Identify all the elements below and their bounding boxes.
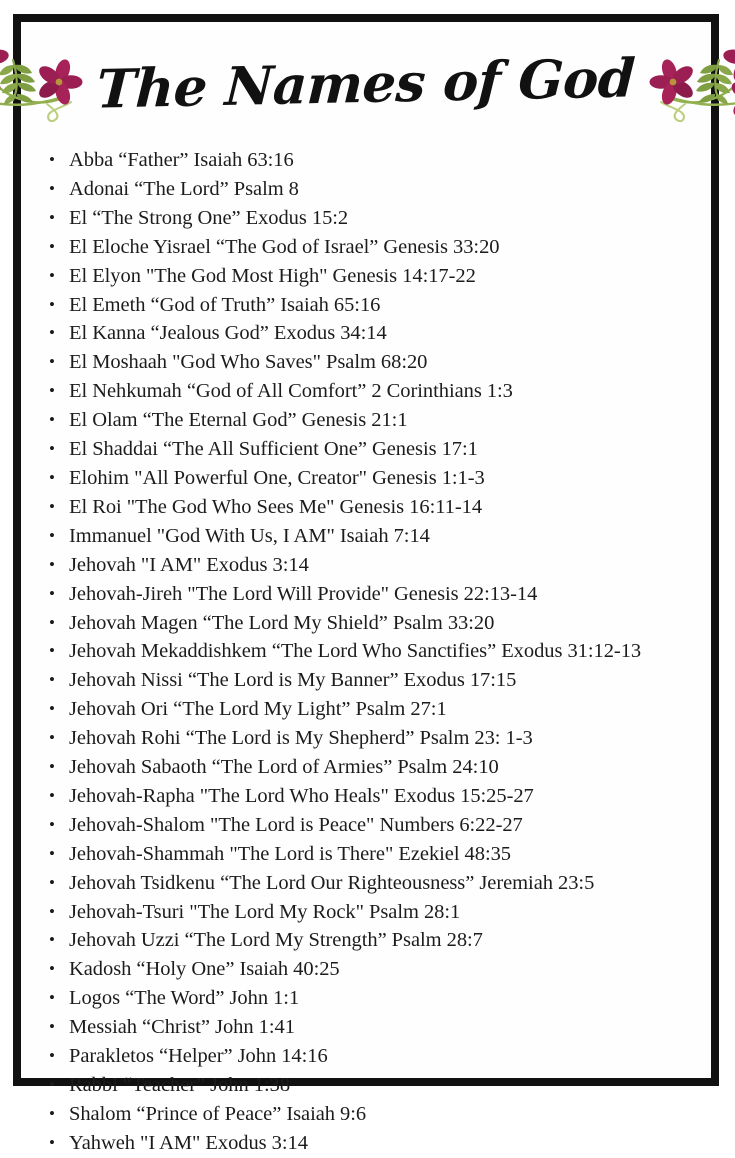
list-item bbox=[47, 666, 701, 695]
list-item bbox=[47, 348, 701, 377]
name-entry-text: Jehovah-Shalom "The Lord is Peace" Numbers 6:22-27 bbox=[69, 813, 523, 836]
bullet-icon: • bbox=[49, 178, 55, 198]
name-entry-text: Jehovah "I AM" Exodus 3:14 bbox=[69, 553, 309, 576]
bullet-icon: • bbox=[49, 641, 55, 661]
bullet-icon: • bbox=[49, 699, 55, 719]
name-entry-text: Jehovah Sabaoth “The Lord of Armies” Psalm 24:10 bbox=[69, 756, 499, 779]
bullet-icon: • bbox=[49, 1103, 55, 1123]
page-title: The Names of God bbox=[95, 46, 637, 121]
list-item bbox=[47, 1013, 701, 1042]
bullet-icon: • bbox=[49, 410, 55, 430]
bullet-icon: • bbox=[49, 901, 55, 921]
list-item bbox=[47, 1042, 701, 1071]
name-entry-text: Jehovah Ori “The Lord My Light” Psalm 27:1 bbox=[69, 698, 447, 721]
list-item bbox=[47, 637, 701, 666]
list-item bbox=[47, 955, 701, 984]
flower-right bbox=[649, 58, 696, 107]
list-item bbox=[47, 724, 701, 753]
list-item bbox=[47, 493, 701, 522]
name-entry-text: El Eloche Yisrael “The God of Israel” Genesis 33:20 bbox=[69, 235, 500, 258]
list-item bbox=[47, 1100, 701, 1129]
name-entry-text: Kadosh “Holy One” Isaiah 40:25 bbox=[69, 958, 340, 981]
bullet-icon: • bbox=[49, 612, 55, 632]
list-item bbox=[47, 811, 701, 840]
list-item bbox=[47, 319, 701, 348]
bullet-icon: • bbox=[49, 352, 55, 372]
poster-frame bbox=[13, 14, 719, 1154]
name-entry-text: Yahweh "I AM" Exodus 3:14 bbox=[69, 1131, 308, 1154]
poster-frame-inner bbox=[21, 22, 711, 1154]
bullet-icon: • bbox=[49, 294, 55, 314]
name-entry-text: El Emeth “God of Truth” Isaiah 65:16 bbox=[69, 293, 381, 316]
name-entry-text: Jehovah-Jireh "The Lord Will Provide" Genesis 22:13-14 bbox=[69, 582, 538, 605]
list-item bbox=[47, 926, 701, 955]
name-entry-text: Immanuel "God With Us, I AM" Isaiah 7:14 bbox=[69, 524, 430, 547]
name-entry-text: El Roi "The God Who Sees Me" Genesis 16:11-14 bbox=[69, 495, 483, 518]
name-entry-text: Abba “Father” Isaiah 63:16 bbox=[69, 149, 294, 171]
list-item bbox=[47, 580, 701, 609]
names-of-god-list bbox=[21, 146, 711, 1158]
name-entry-text: El Moshaah "God Who Saves" Psalm 68:20 bbox=[69, 351, 428, 374]
flower-right bbox=[36, 58, 83, 107]
flower-sprig-right-icon bbox=[641, 34, 735, 134]
list-item bbox=[47, 753, 701, 782]
list-item bbox=[47, 984, 701, 1013]
name-entry-text: Adonai “The Lord” Psalm 8 bbox=[69, 177, 299, 200]
name-entry-text: Shalom “Prince of Peace” Isaiah 9:6 bbox=[69, 1102, 367, 1125]
bullet-icon: • bbox=[49, 207, 55, 227]
bullet-icon: • bbox=[49, 265, 55, 285]
list-item bbox=[47, 1129, 701, 1158]
list-item bbox=[47, 233, 701, 262]
bullet-icon: • bbox=[49, 670, 55, 690]
name-entry-text: Jehovah Nissi “The Lord is My Banner” Exodus 17:15 bbox=[69, 669, 517, 692]
bullet-icon: • bbox=[49, 381, 55, 401]
list-item bbox=[47, 869, 701, 898]
list-item bbox=[47, 782, 701, 811]
bullet-icon: • bbox=[49, 959, 55, 979]
name-entry-text: Elohim "All Powerful One, Creator" Genesis 1:1-3 bbox=[69, 466, 485, 489]
bullet-icon: • bbox=[49, 467, 55, 487]
bullet-icon: • bbox=[49, 930, 55, 950]
list-item bbox=[47, 464, 701, 493]
list-item bbox=[47, 406, 701, 435]
bullet-icon: • bbox=[49, 583, 55, 603]
bullet-icon: • bbox=[49, 1075, 55, 1094]
bullet-icon: • bbox=[49, 236, 55, 256]
name-entry-text: Jehovah-Tsuri "The Lord My Rock" Psalm 28:1 bbox=[69, 900, 461, 923]
name-entry-text: El Shaddai “The All Sufficient One” Genesis 17:1 bbox=[69, 438, 478, 461]
bullet-icon: • bbox=[49, 843, 55, 863]
name-entry-text: Logos “The Word” John 1:1 bbox=[69, 987, 300, 1010]
bullet-icon: • bbox=[49, 757, 55, 777]
list-item bbox=[47, 522, 701, 551]
bullet-icon: • bbox=[49, 496, 55, 516]
list-item bbox=[47, 291, 701, 320]
bullet-icon: • bbox=[49, 872, 55, 892]
bullet-icon: • bbox=[49, 1046, 55, 1066]
poster-header bbox=[21, 28, 711, 140]
bullet-icon: • bbox=[49, 785, 55, 805]
list-item bbox=[47, 551, 701, 580]
name-entry-text: Jehovah Rohi “The Lord is My Shepherd” Psalm 23: 1-3 bbox=[69, 727, 533, 750]
name-entry-text: Jehovah-Rapha "The Lord Who Heals" Exodus 15:25-27 bbox=[69, 784, 534, 807]
name-entry-text: Parakletos “Helper” John 14:16 bbox=[69, 1045, 328, 1068]
name-entry-text: El Nehkumah “God of All Comfort” 2 Corinthians 1:3 bbox=[69, 380, 513, 403]
list-item bbox=[47, 840, 701, 869]
name-entry-text: Rabbi “Teacher” John 1:38 bbox=[69, 1074, 291, 1096]
list-item bbox=[47, 1071, 701, 1100]
name-entry-text: Jehovah Tsidkenu “The Lord Our Righteousness” Jeremiah 23:5 bbox=[69, 871, 595, 894]
list-item bbox=[47, 262, 701, 291]
name-entry-text: El Kanna “Jealous God” Exodus 34:14 bbox=[69, 322, 387, 345]
name-entry-text: Jehovah Mekaddishkem “The Lord Who Sanctifies” Exodus 31:12-13 bbox=[69, 640, 642, 663]
bullet-icon: • bbox=[49, 1132, 55, 1152]
bullet-icon: • bbox=[49, 814, 55, 834]
name-entry-text: Jehovah Magen “The Lord My Shield” Psalm 33:20 bbox=[69, 611, 495, 634]
list-item bbox=[47, 435, 701, 464]
list-item bbox=[47, 695, 701, 724]
flower-sprig-left-icon bbox=[0, 34, 91, 134]
name-entry-text: El “The Strong One” Exodus 15:2 bbox=[69, 206, 349, 229]
list-item bbox=[47, 204, 701, 233]
name-entry-text: El Elyon "The God Most High" Genesis 14:17-22 bbox=[69, 264, 476, 287]
bullet-icon: • bbox=[49, 439, 55, 459]
list-item bbox=[47, 609, 701, 638]
list-item bbox=[47, 377, 701, 406]
bullet-icon: • bbox=[49, 323, 55, 343]
bullet-icon: • bbox=[49, 150, 55, 169]
list-item bbox=[47, 898, 701, 927]
bullet-icon: • bbox=[49, 728, 55, 748]
bullet-icon: • bbox=[49, 554, 55, 574]
name-entry-text: Jehovah Uzzi “The Lord My Strength” Psalm 28:7 bbox=[69, 929, 483, 952]
list-item bbox=[47, 146, 701, 175]
bullet-icon: • bbox=[49, 525, 55, 545]
bullet-icon: • bbox=[49, 988, 55, 1008]
name-entry-text: Messiah “Christ” John 1:41 bbox=[69, 1016, 295, 1039]
name-entry-text: El Olam “The Eternal God” Genesis 21:1 bbox=[69, 409, 408, 432]
name-entry-text: Jehovah-Shammah "The Lord is There" Ezekiel 48:35 bbox=[69, 842, 512, 865]
bullet-icon: • bbox=[49, 1017, 55, 1037]
list-item bbox=[47, 175, 701, 204]
